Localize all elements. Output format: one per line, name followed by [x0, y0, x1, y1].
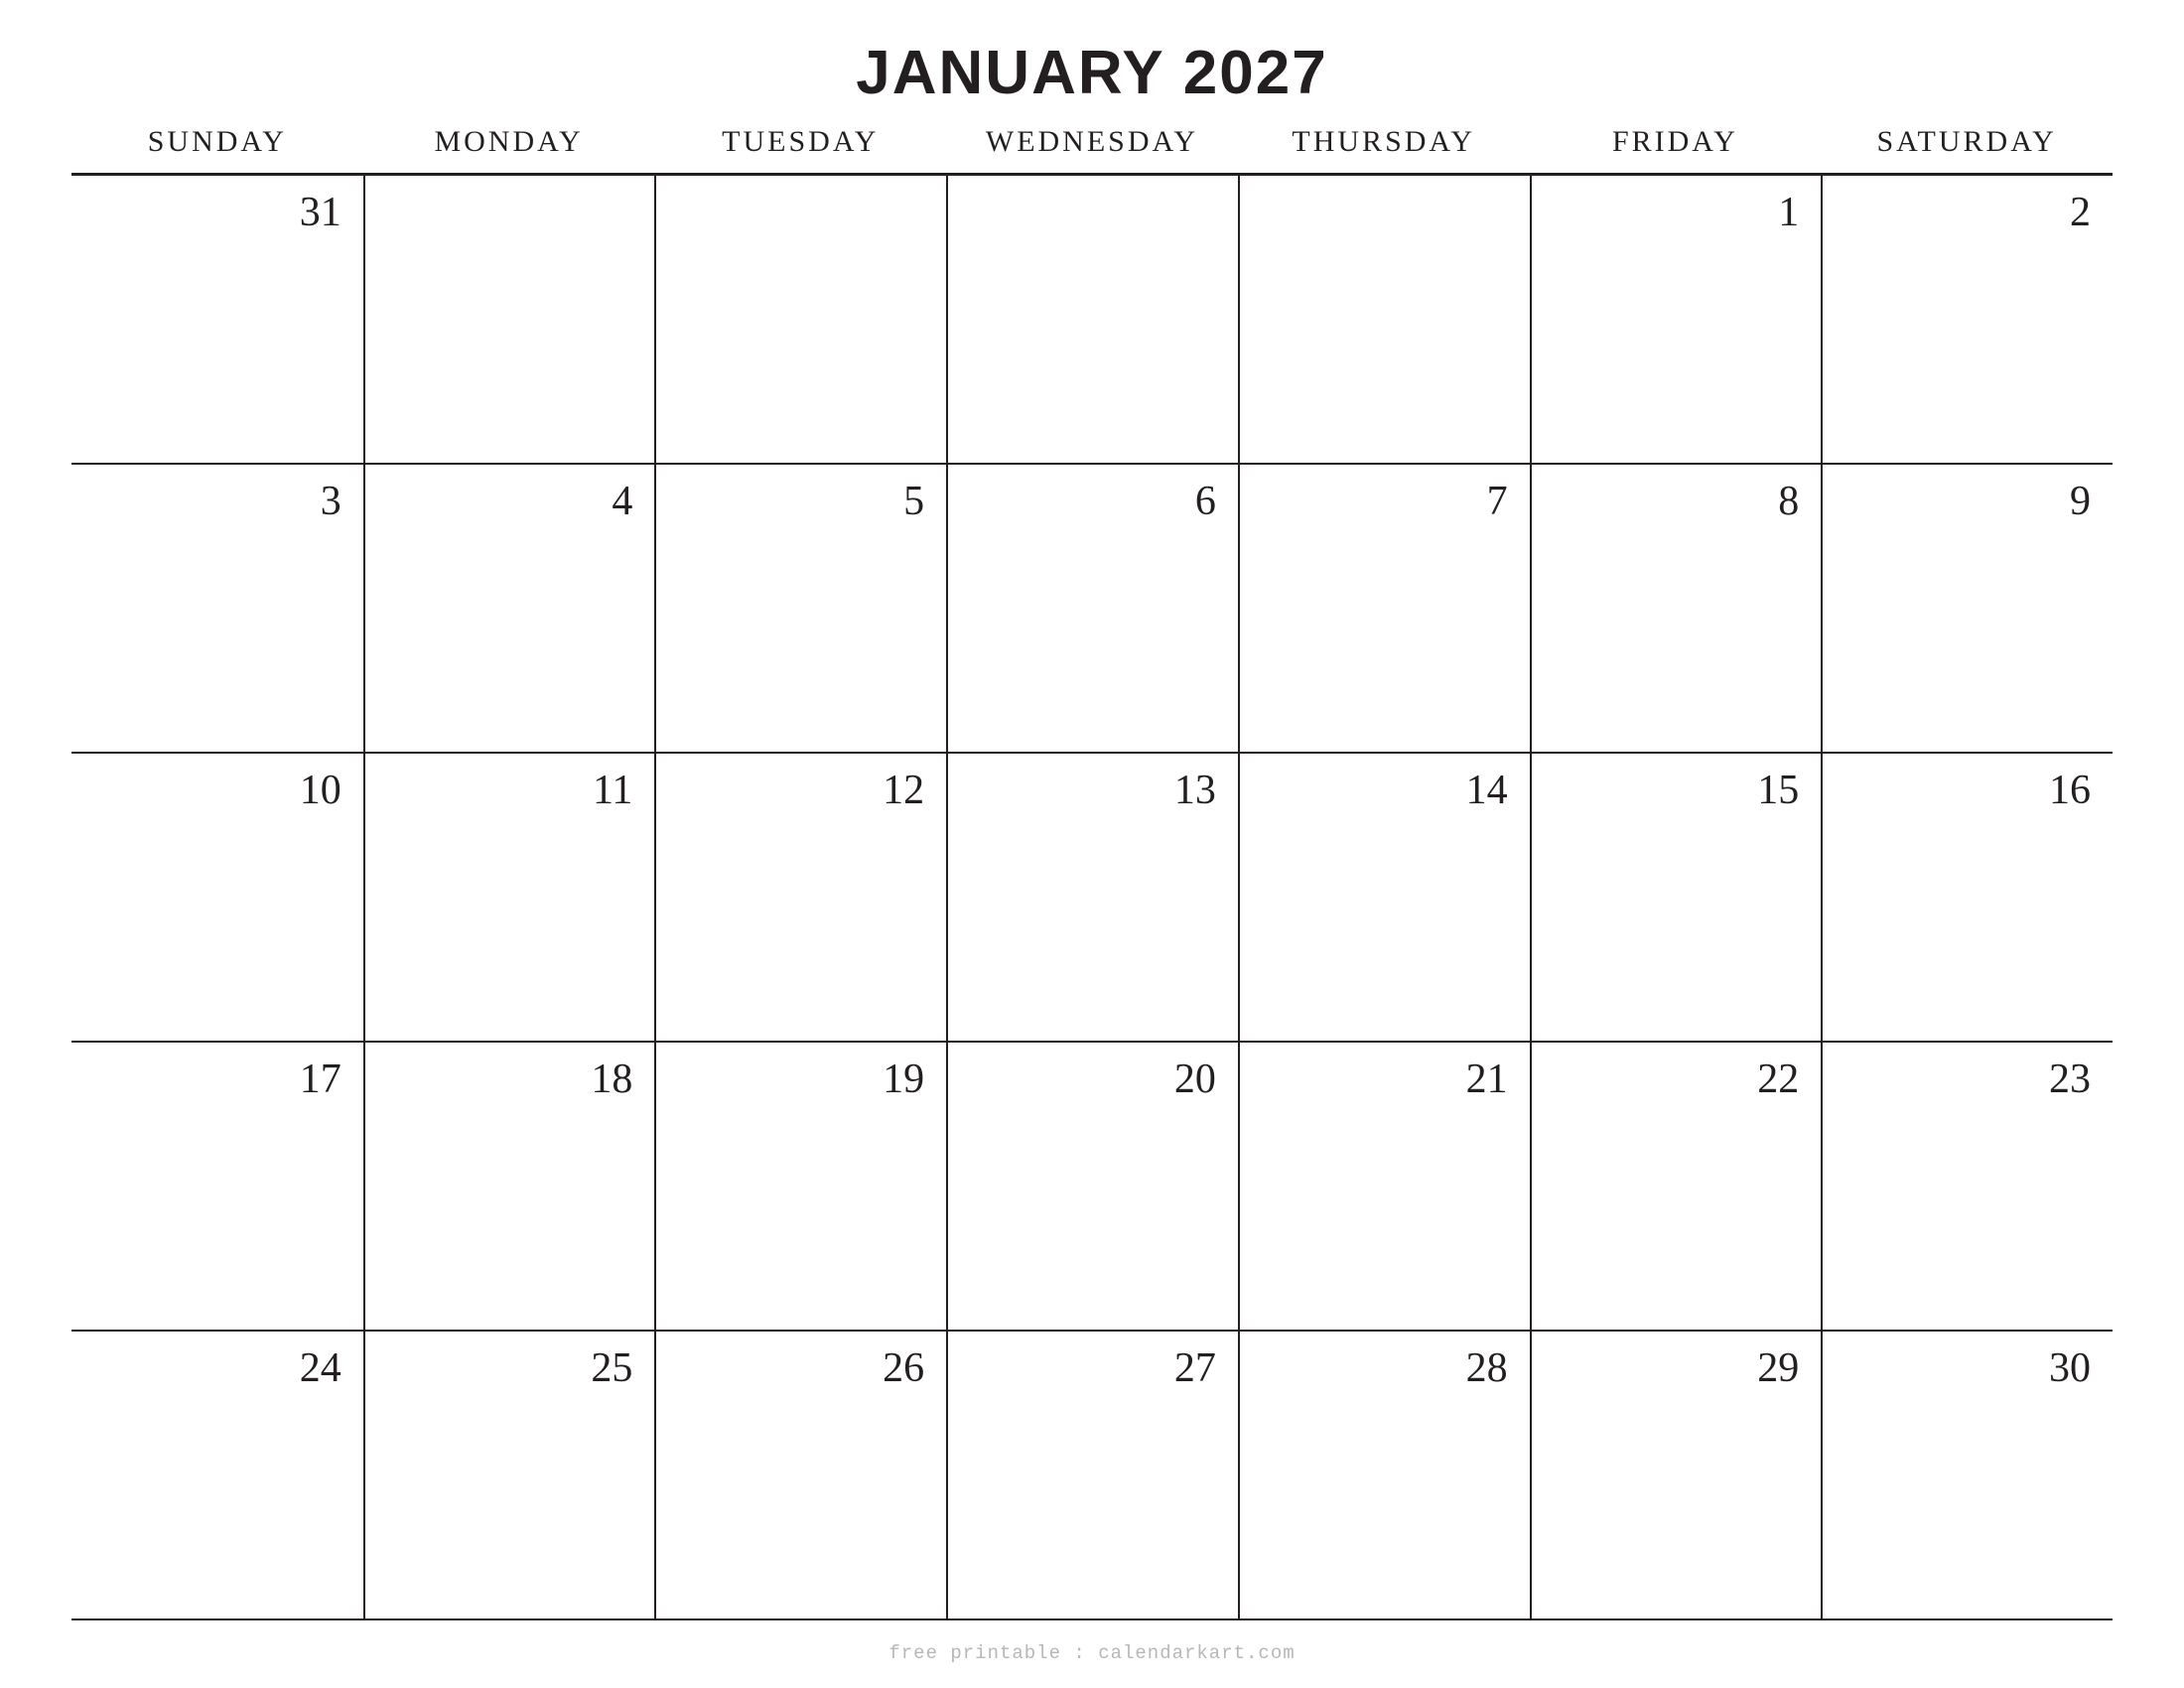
- day-cell[interactable]: [654, 1043, 946, 1330]
- day-number: 12: [883, 768, 925, 814]
- day-cell[interactable]: [71, 465, 363, 752]
- day-number: 23: [2049, 1056, 2091, 1103]
- weekday-label-thursday: THURSDAY: [1292, 125, 1475, 159]
- calendar-grid: [71, 125, 2113, 1620]
- day-cell[interactable]: [1821, 1043, 2113, 1330]
- day-cell[interactable]: [654, 465, 946, 752]
- day-cell[interactable]: [1821, 1332, 2113, 1618]
- weekday-label-saturday: SATURDAY: [1876, 125, 2057, 159]
- weekday-header-row: [71, 125, 2113, 176]
- day-cell[interactable]: [1821, 176, 2113, 463]
- footer-credit: free printable : calendarkart.com: [888, 1642, 1296, 1664]
- day-number: 3: [320, 479, 341, 525]
- day-number: 20: [1173, 1056, 1216, 1103]
- day-number: 19: [883, 1056, 925, 1103]
- day-cell[interactable]: [363, 176, 655, 463]
- day-number: 18: [591, 1056, 633, 1103]
- day-cell[interactable]: [1238, 754, 1530, 1041]
- day-number: 16: [2049, 768, 2091, 814]
- day-number: 2: [2070, 190, 2091, 236]
- calendar-weeks: [71, 176, 2113, 1620]
- page-title: JANUARY 2027: [856, 39, 1328, 107]
- week-row: [71, 1043, 2113, 1332]
- weekday-label-friday: FRIDAY: [1611, 125, 1738, 159]
- day-number: 21: [1465, 1056, 1508, 1103]
- day-number: 1: [1778, 190, 1800, 236]
- day-cell[interactable]: [1821, 465, 2113, 752]
- day-number: 14: [1465, 768, 1508, 814]
- day-number: 31: [299, 190, 341, 236]
- weekday-label-monday: MONDAY: [434, 125, 584, 159]
- day-cell[interactable]: [363, 1332, 655, 1618]
- day-number: 28: [1465, 1345, 1508, 1392]
- week-row: [71, 465, 2113, 754]
- weekday-label-sunday: SUNDAY: [147, 125, 287, 159]
- week-row: [71, 1332, 2113, 1620]
- day-number: 6: [1194, 479, 1216, 525]
- day-cell[interactable]: [1238, 1043, 1530, 1330]
- day-cell[interactable]: [946, 1332, 1238, 1618]
- day-number: 25: [591, 1345, 633, 1392]
- day-cell[interactable]: [654, 1332, 946, 1618]
- day-number: 11: [592, 768, 633, 814]
- day-cell[interactable]: [1530, 754, 1822, 1041]
- day-number: 27: [1173, 1345, 1216, 1392]
- day-cell[interactable]: [1530, 465, 1822, 752]
- day-cell[interactable]: [71, 754, 363, 1041]
- day-cell[interactable]: [1530, 1043, 1822, 1330]
- day-number: 10: [299, 768, 341, 814]
- day-cell[interactable]: [946, 754, 1238, 1041]
- day-cell[interactable]: [654, 754, 946, 1041]
- weekday-label-tuesday: TUESDAY: [722, 125, 880, 159]
- day-number: 17: [299, 1056, 341, 1103]
- day-cell[interactable]: [363, 1043, 655, 1330]
- week-row: [71, 176, 2113, 465]
- day-number: 13: [1173, 768, 1216, 814]
- day-cell[interactable]: [1530, 1332, 1822, 1618]
- day-number: 15: [1757, 768, 1800, 814]
- day-cell[interactable]: [71, 1043, 363, 1330]
- day-cell[interactable]: [71, 1332, 363, 1618]
- day-number: 26: [883, 1345, 925, 1392]
- day-cell[interactable]: [946, 176, 1238, 463]
- day-cell[interactable]: [71, 176, 363, 463]
- day-cell[interactable]: [1530, 176, 1822, 463]
- day-number: 9: [2070, 479, 2091, 525]
- day-number: 7: [1486, 479, 1508, 525]
- day-cell[interactable]: [1238, 465, 1530, 752]
- day-cell[interactable]: [1821, 754, 2113, 1041]
- day-cell[interactable]: [363, 465, 655, 752]
- day-cell[interactable]: [654, 176, 946, 463]
- day-number: 30: [2049, 1345, 2091, 1392]
- day-cell[interactable]: [363, 754, 655, 1041]
- day-number: 22: [1757, 1056, 1800, 1103]
- day-number: 4: [612, 479, 633, 525]
- day-cell[interactable]: [1238, 1332, 1530, 1618]
- week-row: [71, 754, 2113, 1043]
- day-cell[interactable]: [946, 1043, 1238, 1330]
- day-number: 29: [1757, 1345, 1800, 1392]
- day-cell[interactable]: [1238, 176, 1530, 463]
- day-number: 8: [1778, 479, 1800, 525]
- day-number: 5: [903, 479, 925, 525]
- weekday-label-wednesday: WEDNESDAY: [985, 125, 1199, 159]
- day-cell[interactable]: [946, 465, 1238, 752]
- day-number: 24: [299, 1345, 341, 1392]
